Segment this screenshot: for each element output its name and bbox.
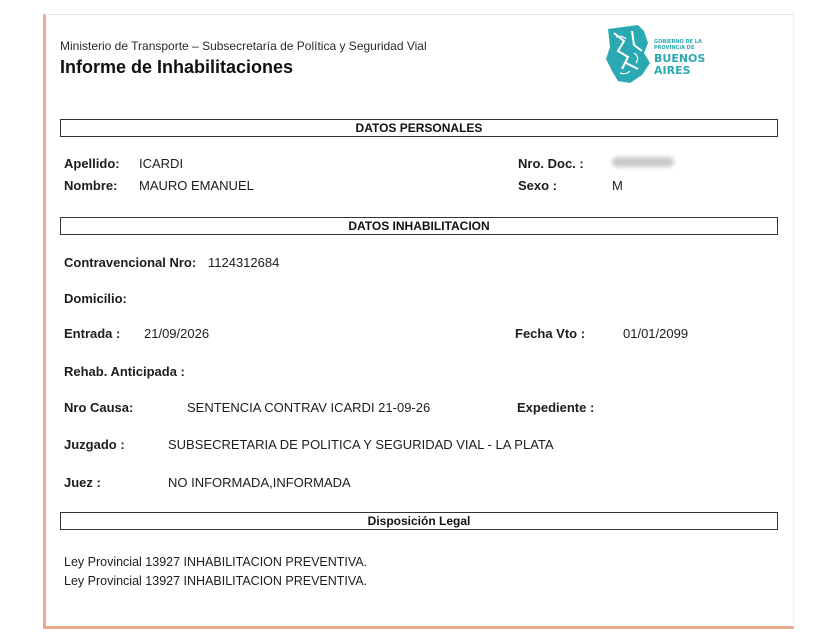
fecha-vto-label: Fecha Vto :: [515, 326, 586, 341]
logo-line1: GOBIERNO DE LA: [654, 39, 702, 45]
report-page: [43, 14, 794, 629]
fecha-vto-value: 01/01/2099: [623, 326, 689, 341]
causa-label: Nro Causa:: [64, 400, 134, 415]
nombre-value: MAURO EMANUEL: [139, 178, 254, 193]
juez-value: NO INFORMADA,INFORMADA: [168, 475, 351, 490]
contravencional-label: Contravencional Nro:: [64, 255, 197, 270]
rehab-label: Rehab. Anticipada :: [64, 364, 185, 379]
entrada-label: Entrada :: [64, 326, 121, 341]
section-legal-header: Disposición Legal: [60, 512, 778, 530]
juzgado-value: SUBSECRETARIA DE POLITICA Y SEGURIDAD VIAL - LA PLATA: [168, 437, 554, 452]
sexo-label: Sexo :: [518, 178, 558, 193]
domicilio-label: Domicilio:: [64, 291, 127, 306]
ministry-subtitle: Ministerio de Transporte – Subsecretaría de Política y Seguridad Vial: [60, 39, 427, 53]
section-personal-header: DATOS PERSONALES: [60, 119, 778, 137]
nombre-label: Nombre:: [64, 178, 118, 193]
doc-label: Nro. Doc. :: [518, 156, 584, 171]
province-map-icon: [604, 23, 652, 85]
logo-line4: AIRES: [654, 64, 691, 77]
logo-line2: PROVINCIA DE: [654, 45, 695, 51]
doc-value-redacted: [612, 157, 674, 167]
apellido-label: Apellido:: [64, 156, 120, 171]
expediente-label: Expediente :: [517, 400, 595, 415]
sexo-value: M: [612, 178, 623, 193]
contravencional-value: 1124312684: [208, 255, 280, 270]
legal-line-2: Ley Provincial 13927 INHABILITACION PREVENTIVA.: [64, 574, 368, 588]
section-inhabilitacion-header: DATOS INHABILITACION: [60, 217, 778, 235]
juzgado-label: Juzgado :: [64, 437, 125, 452]
juez-label: Juez :: [64, 475, 101, 490]
report-title: Informe de Inhabilitaciones: [60, 57, 294, 77]
causa-value: SENTENCIA CONTRAV ICARDI 21-09-26: [187, 400, 431, 415]
entrada-value: 21/09/2026: [144, 326, 210, 341]
buenos-aires-logo: [604, 23, 714, 87]
apellido-value: ICARDI: [139, 156, 184, 171]
legal-line-1: Ley Provincial 13927 INHABILITACION PREVENTIVA.: [64, 555, 368, 569]
logo-line3: BUENOS: [654, 52, 706, 65]
